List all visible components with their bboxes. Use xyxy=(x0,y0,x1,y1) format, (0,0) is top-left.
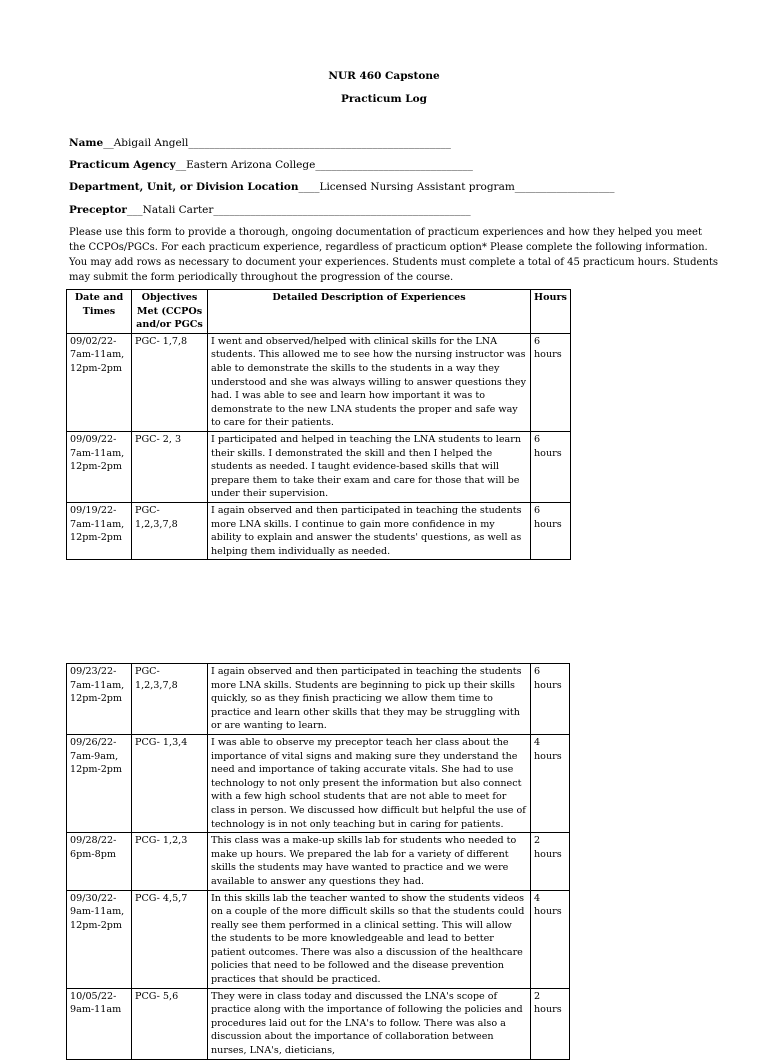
cell-description: I again observed and then participated in teaching the students more LNA skills. I continue to gain more confidence in my ability to explain and answer the students' questions, as well as helping them individually as needed. xyxy=(208,502,531,559)
cell-date: 09/26/22- 7am-9am, 12pm-2pm xyxy=(67,734,132,832)
document-title: Practicum Log xyxy=(341,93,427,105)
practicum-log-table-continued xyxy=(66,663,570,1060)
field-value: __Abigail Angell__________________________________________________ xyxy=(103,137,451,149)
cell-hours: 4 hours xyxy=(531,734,570,832)
header-date: Date and Times xyxy=(67,290,132,334)
field-label: Name xyxy=(69,137,104,149)
header-objectives: Objectives Met (CCPOs and/or PGCs xyxy=(132,290,208,334)
cell-objectives: PCG- 1,2,3 xyxy=(132,833,208,890)
cell-hours: 4 hours xyxy=(531,890,570,988)
cell-description: This class was a make-up skills lab for students who needed to make up hours. We prepared the lab for a variety of different skills the students may have wanted to practice and we were available to answer any questions they had. xyxy=(208,833,531,890)
cell-description: In this skills lab the teacher wanted to show the students videos on a couple of the more difficult skills so that the students could really see them performed in a clinical setting. This will allow the students to be more knowledgeable and lead to better patient outcomes. There was also a discussion of the healthcare policies that need to be followed and the disease prevention practices that should be practiced. xyxy=(208,890,531,988)
practicum-agency-field xyxy=(69,159,473,171)
cell-date: 09/02/22- 7am-11am, 12pm-2pm xyxy=(67,333,132,431)
instructions-paragraph: Please use this form to provide a thorough, ongoing documentation of practicum experiences and how they helped you meet the CCPOs/PGCs. For each practicum experience, regardless of practicum option* Please complete the following information. You may add rows as necessary to document your experiences. Students must complete a total of 45 practicum hours. Students may submit the form periodically throughout the progression of the course. xyxy=(69,227,719,283)
cell-objectives: PCG- 1,3,4 xyxy=(132,734,208,832)
header-hours: Hours xyxy=(531,290,571,334)
name-field xyxy=(69,137,451,149)
table-header-row xyxy=(67,290,571,334)
department-field xyxy=(69,181,615,193)
field-label: Department, Unit, or Division Location xyxy=(69,181,299,193)
cell-hours: 6 hours xyxy=(531,502,571,559)
cell-hours: 6 hours xyxy=(531,431,571,502)
cell-hours: 6 hours xyxy=(531,664,570,735)
cell-objectives: PGC- 1,2,3,7,8 xyxy=(132,664,208,735)
cell-description: I participated and helped in teaching the LNA students to learn their skills. I demonstrated the skill and then I helped the students as needed. I taught evidence-based skills that will prepare them to take their exam and care for those that will be under their supervision. xyxy=(208,431,531,502)
cell-objectives: PGC- 1,2,3,7,8 xyxy=(132,502,208,559)
cell-description: I was able to observe my preceptor teach her class about the importance of vital signs and making sure they understand the need and importance of taking accurate vitals. She had to use technology to not only present the information but also connect with a few high school students that are not able to meet for class in person. We discussed how difficult but helpful the use of technology is in not only teaching but in caring for patients. xyxy=(208,734,531,832)
table-row xyxy=(67,833,570,890)
cell-description: I again observed and then participated in teaching the students more LNA skills. Students are beginning to pick up their skills quickly, so as they finish practicing we allow them time to practice and learn other skills that they may be struggling with or are wanting to learn. xyxy=(208,664,531,735)
cell-date: 09/23/22- 7am-11am, 12pm-2pm xyxy=(67,664,132,735)
cell-date: 09/09/22- 7am-11am, 12pm-2pm xyxy=(67,431,132,502)
header-description: Detailed Description of Experiences xyxy=(208,290,531,334)
cell-hours: 6 hours xyxy=(531,333,571,431)
cell-date: 09/19/22- 7am-11am, 12pm-2pm xyxy=(67,502,132,559)
cell-objectives: PGC- 1,7,8 xyxy=(132,333,208,431)
cell-date: 09/28/22- 6pm-8pm xyxy=(67,833,132,890)
preceptor-field xyxy=(69,204,471,216)
cell-objectives: PCG- 4,5,7 xyxy=(132,890,208,988)
field-label: Practicum Agency xyxy=(69,159,176,171)
field-label: Preceptor xyxy=(69,204,127,216)
cell-hours: 2 hours xyxy=(531,988,570,1059)
table-row xyxy=(67,734,570,832)
cell-objectives: PGC- 2, 3 xyxy=(132,431,208,502)
course-title: NUR 460 Capstone xyxy=(328,70,440,82)
cell-date: 10/05/22- 9am-11am xyxy=(67,988,132,1059)
cell-hours: 2 hours xyxy=(531,833,570,890)
cell-objectives: PCG- 5,6 xyxy=(132,988,208,1059)
practicum-log-table xyxy=(66,289,571,560)
field-value: ____Licensed Nursing Assistant program___________________ xyxy=(298,181,615,193)
field-value: ___Natali Carter_________________________________________________ xyxy=(126,204,471,216)
table-row xyxy=(67,664,570,735)
cell-description: I went and observed/helped with clinical skills for the LNA students. This allowed me to see how the nursing instructor was able to demonstrate the skills to the students in a way they understood and she was always willing to answer questions they had. I was able to see and learn how important it was to demonstrate to the new LNA students the proper and safe way to care for their patients. xyxy=(208,333,531,431)
table-row xyxy=(67,502,571,559)
cell-date: 09/30/22- 9am-11am, 12pm-2pm xyxy=(67,890,132,988)
table-row xyxy=(67,890,570,988)
field-value: __Eastern Arizona College______________________________ xyxy=(175,159,473,171)
cell-description: They were in class today and discussed the LNA's scope of practice along with the importance of following the policies and procedures laid out for the LNA's to follow. There was also a discussion about the importance of collaboration between nurses, LNA's, dieticians, xyxy=(208,988,531,1059)
table-row xyxy=(67,333,571,431)
table-row xyxy=(67,431,571,502)
